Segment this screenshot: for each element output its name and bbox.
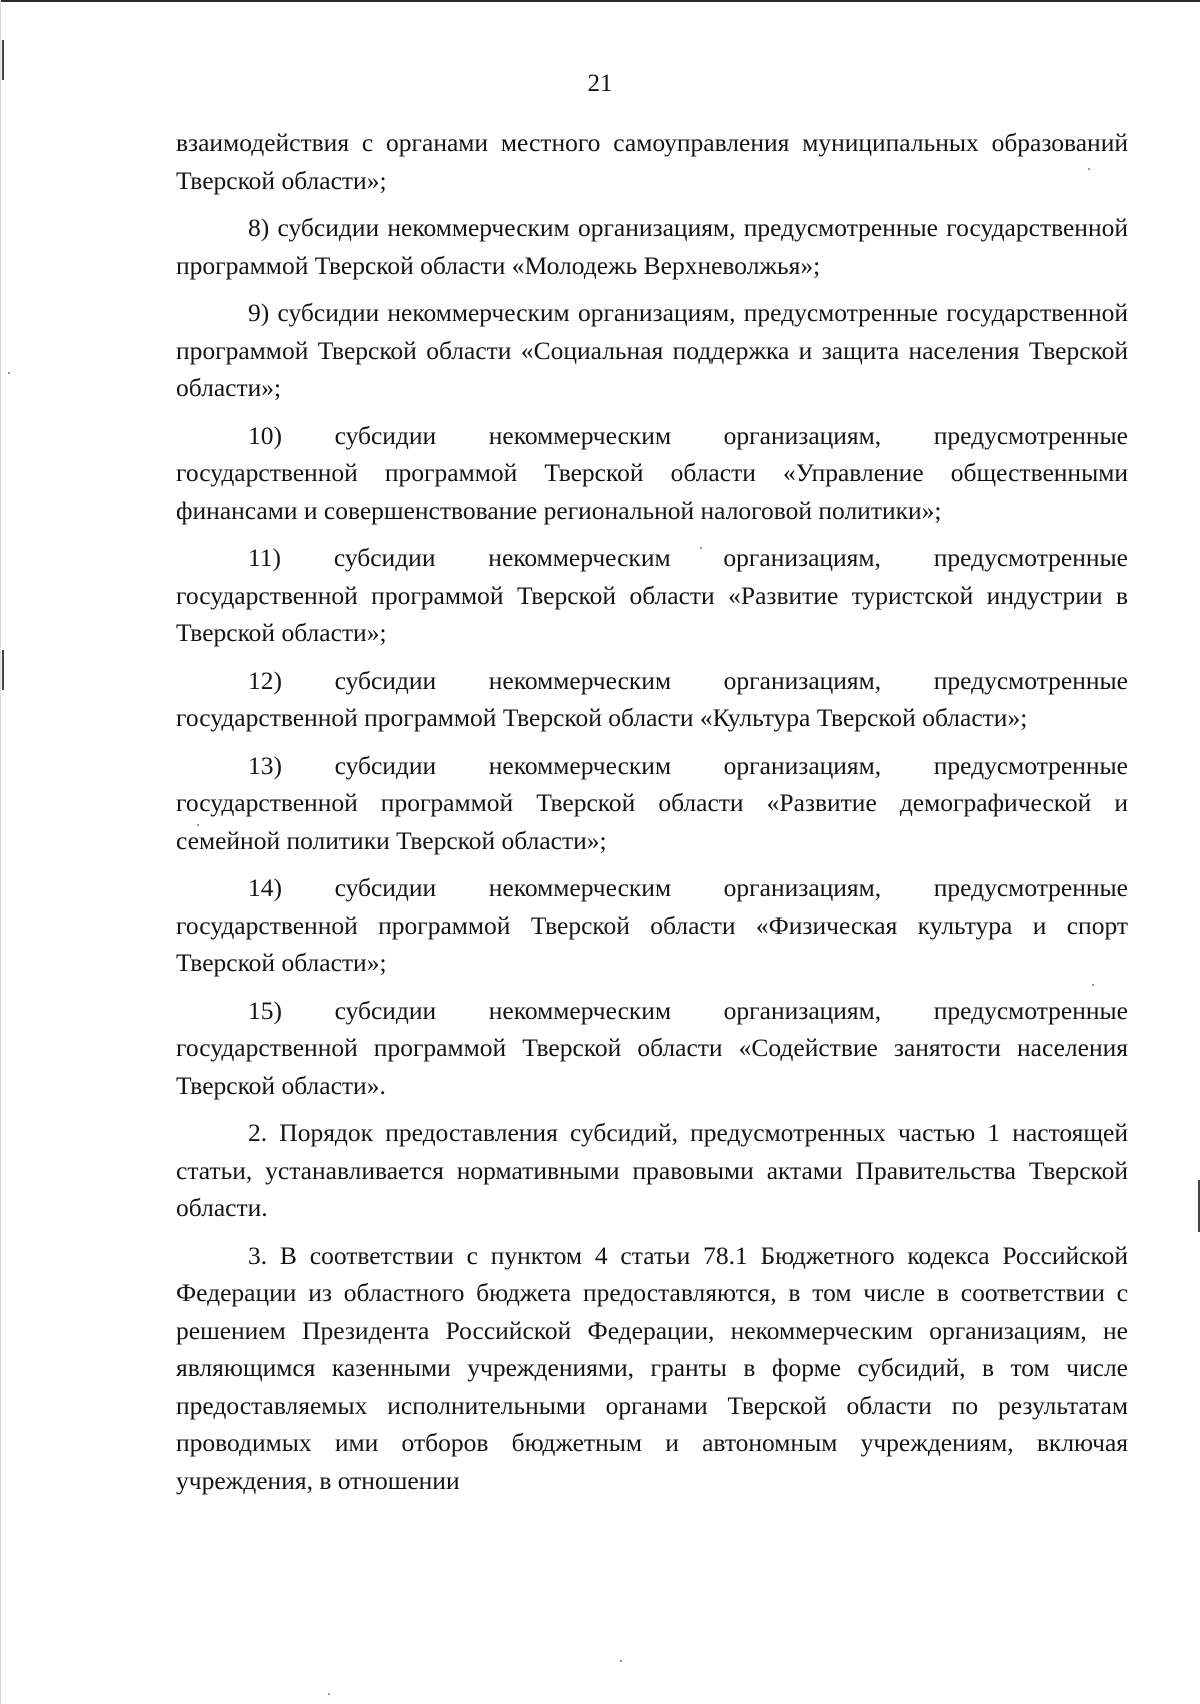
scan-speck (8, 372, 10, 374)
paragraph-part-3: 3. В соответствии с пунктом 4 статьи 78.1 Бюджетного кодекса Российской Федерации из областного бюджета предоставляются, в том числе в соответствии с решением Президента Российской Федерации, некоммерческим организациям, не являющимся казенными учреждениями, гранты в форме субсидий, в том числе предоставляемых исполнительными органами Тверской области по результатам проводимых ими отборов бюджетным и автономным учреждениям, включая учреждения, в отношении (176, 1240, 1128, 1495)
paragraph-item-14: 14) субсидии некоммерческим организациям, предусмотренные государственной программой Тверской области «Физическая культура и спорт Тверской области»; (176, 873, 1128, 977)
paragraph-item-10: 10) субсидии некоммерческим организациям, предусмотренные государственной программой Тверской области «Управление общественными финансами и совершенствование региональной налоговой политики»; (176, 420, 1128, 525)
paragraph-part-2: 2. Порядок предоставления субсидий, предусмотренных частью 1 настоящей статьи, устанавливается нормативными правовыми актами Правительства Тверской области. (176, 1118, 1128, 1222)
scan-edge-top (0, 0, 1200, 2)
paragraph-item-13: 13) субсидии некоммерческим организациям, предусмотренные государственной программой Тверской области «Развитие демографической и семейной политики Тверской области»; (176, 750, 1128, 855)
paragraph-item-9: 9) субсидии некоммерческим организациям, предусмотренные государственной программой Тверской области «Социальная поддержка и защита населения Тверской области»; (176, 298, 1128, 402)
page-number: 21 (587, 70, 613, 97)
paragraph-item-8: 8) субсидии некоммерческим организациям, предусмотренные государственной программой Тверской области «Молодежь Верхневолжья»; (176, 213, 1128, 280)
document-body (176, 124, 1128, 1499)
paragraph-continuation: взаимодействия с органами местного самоуправления муниципальных образований Тверской области»; (176, 128, 1128, 195)
paragraph-item-12: 12) субсидии некоммерческим организациям, предусмотренные государственной программой Тверской области «Культура Тверской области»; (176, 665, 1128, 732)
scan-edge-left (0, 0, 1, 1704)
paragraph-item-15: 15) субсидии некоммерческим организациям, предусмотренные государственной программой Тверской области «Содействие занятости населения Тверской области». (176, 995, 1128, 1100)
scan-speck (328, 1693, 330, 1695)
scan-margin-mark (2, 650, 4, 690)
scan-speck (620, 1660, 622, 1662)
paragraph-item-11: 11) субсидии некоммерческим организациям, предусмотренные государственной программой Тверской области «Развитие туристской индустрии в Тверской области»; (176, 543, 1128, 647)
